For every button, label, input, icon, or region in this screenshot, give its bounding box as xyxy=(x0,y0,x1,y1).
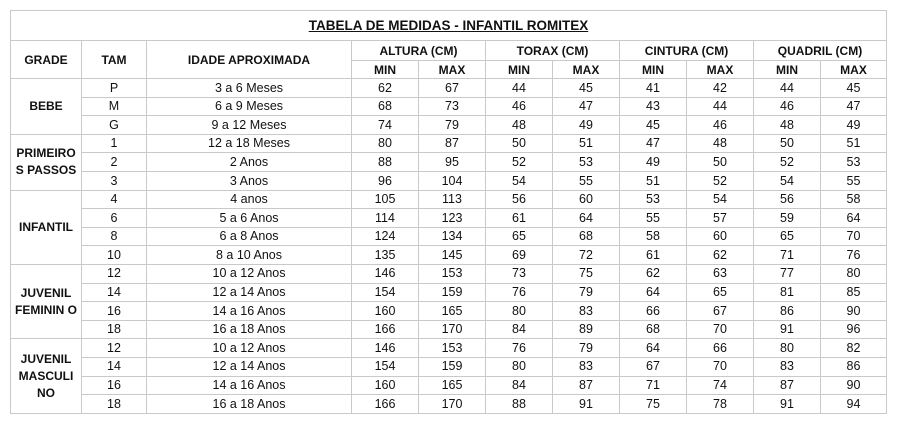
chest-max-cell: 51 xyxy=(553,134,620,153)
hip-max-cell: 82 xyxy=(821,339,887,358)
chest-max-cell: 68 xyxy=(553,227,620,246)
waist-max-cell: 54 xyxy=(687,190,754,209)
waist-min-cell: 53 xyxy=(620,190,687,209)
chest-min-cell: 46 xyxy=(486,97,553,116)
table-row xyxy=(11,79,887,98)
chest-max-cell: 83 xyxy=(553,302,620,321)
chest-min-cell: 84 xyxy=(486,320,553,339)
height-max-cell: 145 xyxy=(419,246,486,265)
size-cell: 4 xyxy=(82,190,147,209)
header-grade: GRADE xyxy=(11,41,82,79)
waist-max-cell: 42 xyxy=(687,79,754,98)
waist-max-cell: 70 xyxy=(687,320,754,339)
hip-max-cell: 94 xyxy=(821,395,887,414)
size-cell: 1 xyxy=(82,134,147,153)
chest-max-cell: 72 xyxy=(553,246,620,265)
height-min-cell: 135 xyxy=(352,246,419,265)
table-row xyxy=(11,190,887,209)
header-cintura-max: MAX xyxy=(687,61,754,79)
chest-min-cell: 73 xyxy=(486,264,553,283)
waist-min-cell: 41 xyxy=(620,79,687,98)
grade-cell: BEBE xyxy=(11,79,82,135)
size-cell: 12 xyxy=(82,264,147,283)
waist-min-cell: 64 xyxy=(620,283,687,302)
hip-max-cell: 96 xyxy=(821,320,887,339)
header-torax-max: MAX xyxy=(553,61,620,79)
table-row xyxy=(11,283,887,302)
waist-max-cell: 63 xyxy=(687,264,754,283)
table-row xyxy=(11,209,887,228)
hip-max-cell: 76 xyxy=(821,246,887,265)
height-min-cell: 80 xyxy=(352,134,419,153)
age-cell: 6 a 8 Anos xyxy=(147,227,352,246)
header-altura: ALTURA (CM) xyxy=(352,41,486,61)
chest-max-cell: 45 xyxy=(553,79,620,98)
hip-min-cell: 91 xyxy=(754,320,821,339)
chest-min-cell: 44 xyxy=(486,79,553,98)
age-cell: 12 a 14 Anos xyxy=(147,283,352,302)
size-cell: 18 xyxy=(82,395,147,414)
hip-max-cell: 58 xyxy=(821,190,887,209)
height-max-cell: 170 xyxy=(419,395,486,414)
hip-min-cell: 52 xyxy=(754,153,821,172)
size-cell: M xyxy=(82,97,147,116)
height-max-cell: 159 xyxy=(419,283,486,302)
height-max-cell: 159 xyxy=(419,357,486,376)
hip-min-cell: 81 xyxy=(754,283,821,302)
size-cell: 8 xyxy=(82,227,147,246)
table-row xyxy=(11,97,887,116)
table-title-text: TABELA DE MEDIDAS - INFANTIL ROMITEX xyxy=(308,17,589,33)
height-min-cell: 124 xyxy=(352,227,419,246)
hip-min-cell: 80 xyxy=(754,339,821,358)
size-chart-sheet xyxy=(10,10,886,414)
hip-max-cell: 86 xyxy=(821,357,887,376)
hip-min-cell: 86 xyxy=(754,302,821,321)
table-row xyxy=(11,227,887,246)
header-cintura: CINTURA (CM) xyxy=(620,41,754,61)
chest-min-cell: 54 xyxy=(486,171,553,190)
size-cell: 12 xyxy=(82,339,147,358)
size-cell: 16 xyxy=(82,302,147,321)
height-max-cell: 134 xyxy=(419,227,486,246)
header-quadril: QUADRIL (CM) xyxy=(754,41,887,61)
waist-max-cell: 67 xyxy=(687,302,754,321)
height-min-cell: 114 xyxy=(352,209,419,228)
hip-min-cell: 50 xyxy=(754,134,821,153)
hip-max-cell: 55 xyxy=(821,171,887,190)
chest-min-cell: 76 xyxy=(486,283,553,302)
waist-max-cell: 65 xyxy=(687,283,754,302)
hip-max-cell: 70 xyxy=(821,227,887,246)
hip-min-cell: 83 xyxy=(754,357,821,376)
hip-min-cell: 77 xyxy=(754,264,821,283)
height-min-cell: 166 xyxy=(352,320,419,339)
age-cell: 16 a 18 Anos xyxy=(147,395,352,414)
age-cell: 12 a 18 Meses xyxy=(147,134,352,153)
waist-min-cell: 67 xyxy=(620,357,687,376)
hip-min-cell: 65 xyxy=(754,227,821,246)
height-max-cell: 73 xyxy=(419,97,486,116)
table-row xyxy=(11,320,887,339)
waist-max-cell: 46 xyxy=(687,116,754,135)
chest-min-cell: 84 xyxy=(486,376,553,395)
table-row xyxy=(11,171,887,190)
hip-max-cell: 85 xyxy=(821,283,887,302)
height-min-cell: 74 xyxy=(352,116,419,135)
age-cell: 2 Anos xyxy=(147,153,352,172)
table-row xyxy=(11,395,887,414)
height-min-cell: 154 xyxy=(352,283,419,302)
height-min-cell: 166 xyxy=(352,395,419,414)
chest-min-cell: 80 xyxy=(486,357,553,376)
height-min-cell: 160 xyxy=(352,376,419,395)
size-cell: 14 xyxy=(82,283,147,302)
height-max-cell: 153 xyxy=(419,264,486,283)
hip-min-cell: 71 xyxy=(754,246,821,265)
chest-max-cell: 49 xyxy=(553,116,620,135)
height-min-cell: 160 xyxy=(352,302,419,321)
hip-min-cell: 91 xyxy=(754,395,821,414)
table-row xyxy=(11,134,887,153)
height-max-cell: 104 xyxy=(419,171,486,190)
waist-min-cell: 61 xyxy=(620,246,687,265)
age-cell: 5 a 6 Anos xyxy=(147,209,352,228)
waist-min-cell: 45 xyxy=(620,116,687,135)
size-cell: 3 xyxy=(82,171,147,190)
height-min-cell: 154 xyxy=(352,357,419,376)
age-cell: 8 a 10 Anos xyxy=(147,246,352,265)
size-cell: G xyxy=(82,116,147,135)
hip-max-cell: 90 xyxy=(821,376,887,395)
waist-min-cell: 71 xyxy=(620,376,687,395)
chest-max-cell: 91 xyxy=(553,395,620,414)
height-max-cell: 113 xyxy=(419,190,486,209)
header-cintura-min: MIN xyxy=(620,61,687,79)
grade-cell: JUVENIL FEMININ O xyxy=(11,264,82,338)
size-cell: P xyxy=(82,79,147,98)
size-cell: 18 xyxy=(82,320,147,339)
header-torax: TORAX (CM) xyxy=(486,41,620,61)
age-cell: 16 a 18 Anos xyxy=(147,320,352,339)
hip-max-cell: 47 xyxy=(821,97,887,116)
age-cell: 12 a 14 Anos xyxy=(147,357,352,376)
size-cell: 10 xyxy=(82,246,147,265)
hip-max-cell: 80 xyxy=(821,264,887,283)
chest-max-cell: 89 xyxy=(553,320,620,339)
height-max-cell: 165 xyxy=(419,376,486,395)
height-min-cell: 62 xyxy=(352,79,419,98)
hip-max-cell: 53 xyxy=(821,153,887,172)
table-body xyxy=(11,79,887,414)
age-cell: 3 a 6 Meses xyxy=(147,79,352,98)
waist-max-cell: 70 xyxy=(687,357,754,376)
height-max-cell: 67 xyxy=(419,79,486,98)
age-cell: 14 a 16 Anos xyxy=(147,302,352,321)
hip-min-cell: 59 xyxy=(754,209,821,228)
waist-max-cell: 48 xyxy=(687,134,754,153)
header-altura-max: MAX xyxy=(419,61,486,79)
age-cell: 14 a 16 Anos xyxy=(147,376,352,395)
table-row xyxy=(11,153,887,172)
header-tam: TAM xyxy=(82,41,147,79)
size-cell: 14 xyxy=(82,357,147,376)
header-altura-min: MIN xyxy=(352,61,419,79)
waist-max-cell: 52 xyxy=(687,171,754,190)
hip-max-cell: 90 xyxy=(821,302,887,321)
waist-max-cell: 66 xyxy=(687,339,754,358)
chest-max-cell: 83 xyxy=(553,357,620,376)
waist-max-cell: 50 xyxy=(687,153,754,172)
hip-max-cell: 51 xyxy=(821,134,887,153)
table-row xyxy=(11,246,887,265)
chest-min-cell: 61 xyxy=(486,209,553,228)
hip-min-cell: 54 xyxy=(754,171,821,190)
chest-min-cell: 69 xyxy=(486,246,553,265)
header-quadril-min: MIN xyxy=(754,61,821,79)
chest-max-cell: 79 xyxy=(553,339,620,358)
chest-max-cell: 53 xyxy=(553,153,620,172)
height-min-cell: 68 xyxy=(352,97,419,116)
waist-max-cell: 44 xyxy=(687,97,754,116)
chest-max-cell: 64 xyxy=(553,209,620,228)
table-row xyxy=(11,357,887,376)
age-cell: 10 a 12 Anos xyxy=(147,339,352,358)
waist-min-cell: 66 xyxy=(620,302,687,321)
size-cell: 16 xyxy=(82,376,147,395)
waist-min-cell: 64 xyxy=(620,339,687,358)
height-max-cell: 165 xyxy=(419,302,486,321)
chest-max-cell: 75 xyxy=(553,264,620,283)
height-max-cell: 123 xyxy=(419,209,486,228)
chest-min-cell: 80 xyxy=(486,302,553,321)
chest-min-cell: 88 xyxy=(486,395,553,414)
waist-max-cell: 60 xyxy=(687,227,754,246)
header-idade: IDADE APROXIMADA xyxy=(147,41,352,79)
age-cell: 10 a 12 Anos xyxy=(147,264,352,283)
waist-min-cell: 75 xyxy=(620,395,687,414)
waist-min-cell: 49 xyxy=(620,153,687,172)
age-cell: 6 a 9 Meses xyxy=(147,97,352,116)
waist-min-cell: 51 xyxy=(620,171,687,190)
table-row xyxy=(11,339,887,358)
height-min-cell: 96 xyxy=(352,171,419,190)
chest-min-cell: 56 xyxy=(486,190,553,209)
chest-max-cell: 79 xyxy=(553,283,620,302)
size-cell: 2 xyxy=(82,153,147,172)
chest-min-cell: 65 xyxy=(486,227,553,246)
hip-min-cell: 87 xyxy=(754,376,821,395)
grade-cell: JUVENIL MASCULI NO xyxy=(11,339,82,413)
waist-min-cell: 47 xyxy=(620,134,687,153)
chest-max-cell: 87 xyxy=(553,376,620,395)
height-min-cell: 146 xyxy=(352,339,419,358)
table-title xyxy=(11,11,887,41)
hip-max-cell: 64 xyxy=(821,209,887,228)
table-row xyxy=(11,302,887,321)
grade-cell: PRIMEIRO S PASSOS xyxy=(11,134,82,190)
hip-min-cell: 48 xyxy=(754,116,821,135)
chest-max-cell: 60 xyxy=(553,190,620,209)
chest-min-cell: 50 xyxy=(486,134,553,153)
height-max-cell: 95 xyxy=(419,153,486,172)
waist-max-cell: 57 xyxy=(687,209,754,228)
waist-min-cell: 62 xyxy=(620,264,687,283)
chest-max-cell: 55 xyxy=(553,171,620,190)
hip-max-cell: 45 xyxy=(821,79,887,98)
waist-min-cell: 43 xyxy=(620,97,687,116)
table-row xyxy=(11,376,887,395)
chest-min-cell: 48 xyxy=(486,116,553,135)
height-min-cell: 105 xyxy=(352,190,419,209)
hip-min-cell: 56 xyxy=(754,190,821,209)
height-min-cell: 146 xyxy=(352,264,419,283)
age-cell: 4 anos xyxy=(147,190,352,209)
chest-min-cell: 52 xyxy=(486,153,553,172)
waist-min-cell: 58 xyxy=(620,227,687,246)
size-table xyxy=(10,10,887,414)
height-max-cell: 170 xyxy=(419,320,486,339)
height-max-cell: 79 xyxy=(419,116,486,135)
header-torax-min: MIN xyxy=(486,61,553,79)
waist-min-cell: 55 xyxy=(620,209,687,228)
height-min-cell: 88 xyxy=(352,153,419,172)
waist-max-cell: 62 xyxy=(687,246,754,265)
age-cell: 3 Anos xyxy=(147,171,352,190)
chest-min-cell: 76 xyxy=(486,339,553,358)
height-max-cell: 87 xyxy=(419,134,486,153)
hip-min-cell: 46 xyxy=(754,97,821,116)
age-cell: 9 a 12 Meses xyxy=(147,116,352,135)
table-row xyxy=(11,264,887,283)
waist-min-cell: 68 xyxy=(620,320,687,339)
chest-max-cell: 47 xyxy=(553,97,620,116)
size-cell: 6 xyxy=(82,209,147,228)
waist-max-cell: 78 xyxy=(687,395,754,414)
hip-min-cell: 44 xyxy=(754,79,821,98)
grade-cell: INFANTIL xyxy=(11,190,82,264)
table-row xyxy=(11,116,887,135)
header-quadril-max: MAX xyxy=(821,61,887,79)
waist-max-cell: 74 xyxy=(687,376,754,395)
height-max-cell: 153 xyxy=(419,339,486,358)
hip-max-cell: 49 xyxy=(821,116,887,135)
